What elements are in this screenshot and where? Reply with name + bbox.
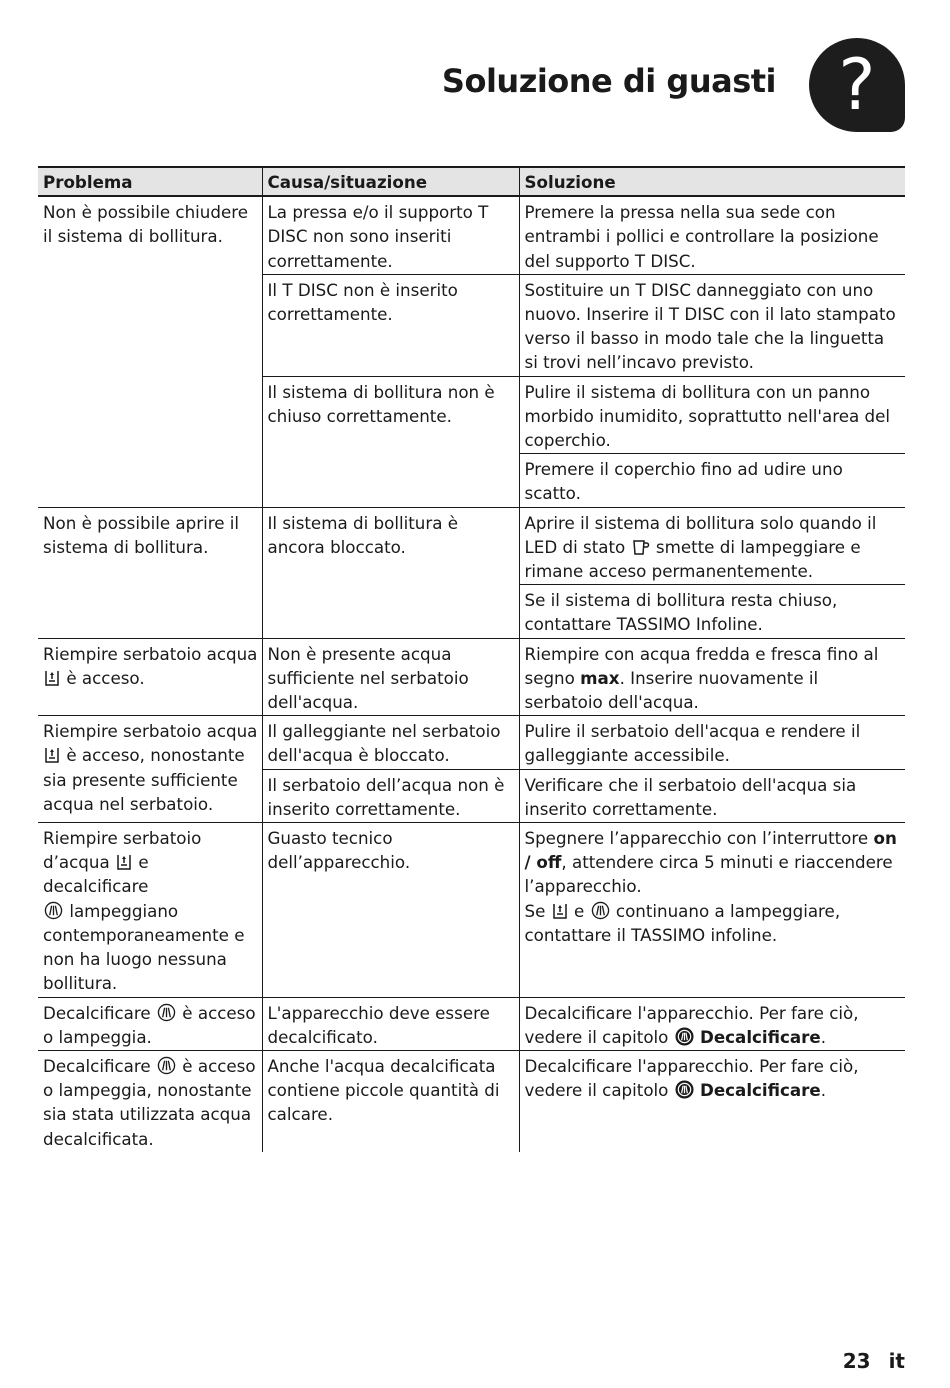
table-row	[38, 1050, 905, 1151]
header-solution: Soluzione	[519, 167, 905, 196]
cause-cell: La pressa e/o il supporto T DISC non sono inseriti correttamente.	[262, 196, 519, 274]
descale-chapter-icon	[675, 1027, 694, 1046]
problem-cell: Non è possibile aprire il sistema di bollitura.	[38, 507, 262, 638]
descale-icon	[44, 901, 63, 920]
cause-cell: L'apparecchio deve essere decalcificato.	[262, 997, 519, 1050]
problem-cell: Decalcificare è acceso o lampeggia, nonostante sia stata utilizzata acqua decalcificata.	[38, 1050, 262, 1151]
question-mark-icon: ?	[809, 38, 905, 132]
cup-led-icon	[632, 538, 650, 556]
solution-cell: Premere il coperchio fino ad udire uno scatto.	[519, 454, 905, 507]
header-problem: Problema	[38, 167, 262, 196]
page-number: 23	[842, 1349, 871, 1373]
solution-cell: Decalcificare l'apparecchio. Per fare ciò, vedere il capitolo Decalcificare.	[519, 997, 905, 1050]
page-title: Soluzione di guasti	[441, 62, 776, 100]
language-code: it	[888, 1349, 905, 1373]
water-tank-icon	[116, 853, 132, 871]
problem-cell: Non è possibile chiudere il sistema di bollitura.	[43, 202, 248, 247]
descale-icon	[591, 901, 610, 920]
cause-cell: Anche l'acqua decalcificata contiene piccole quantità di calcare.	[262, 1050, 519, 1151]
cause-cell: Il sistema di bollitura è ancora bloccato.	[262, 507, 519, 638]
descale-icon	[157, 1056, 176, 1075]
problem-cell: Riempire serbatoio acqua è acceso, nonostante sia presente sufficiente acqua nel serbatoio.	[38, 716, 262, 823]
cause-cell: Guasto tecnico dell’apparecchio.	[262, 823, 519, 997]
solution-cell: Pulire il sistema di bollitura con un panno morbido inumidito, soprattutto nell'area del coperchio.	[519, 376, 905, 454]
cause-cell: Non è presente acqua sufficiente nel serbatoio dell'acqua.	[262, 638, 519, 716]
solution-cell: Se il sistema di bollitura resta chiuso, contattare TASSIMO Infoline.	[519, 585, 905, 638]
page-footer	[760, 1349, 905, 1373]
solution-cell: Aprire il sistema di bollitura solo quando il LED di stato smette di lampeggiare e rimane acceso permanentemente.	[519, 507, 905, 585]
troubleshooting-table	[38, 166, 905, 1152]
problem-cell: Riempire serbatoio d’acqua e decalcificare lampeggiano contemporaneamente e non ha luogo nessuna bollitura.	[38, 823, 262, 997]
table-row	[38, 823, 905, 997]
descale-icon	[157, 1003, 176, 1022]
water-tank-icon	[44, 746, 60, 764]
table-row	[38, 638, 905, 716]
table-header-row	[38, 167, 905, 196]
solution-cell: Decalcificare l'apparecchio. Per fare ciò, vedere il capitolo Decalcificare.	[519, 1050, 905, 1151]
solution-cell: Spegnere l’apparecchio con l’interruttore on / off, attendere circa 5 minuti e riaccendere l’apparecchio. Se e continuano a lampeggiare, contattare il TASSIMO infoline.	[519, 823, 905, 997]
solution-cell: Riempire con acqua fredda e fresca fino al segno max. Inserire nuovamente il serbatoio dell'acqua.	[519, 638, 905, 716]
cause-cell: Il T DISC non è inserito correttamente.	[262, 274, 519, 376]
cause-cell: Il sistema di bollitura non è chiuso correttamente.	[262, 376, 519, 507]
solution-cell: Pulire il serbatoio dell'acqua e rendere il galleggiante accessibile.	[519, 716, 905, 769]
solution-cell: Verificare che il serbatoio dell'acqua sia inserito correttamente.	[519, 769, 905, 822]
table-row	[38, 997, 905, 1050]
solution-cell: Sostituire un T DISC danneggiato con uno nuovo. Inserire il T DISC con il lato stampato verso il basso in modo tale che la linguetta si trovi nell’incavo previsto.	[519, 274, 905, 376]
water-tank-icon	[552, 902, 568, 920]
table-row	[38, 716, 905, 769]
descale-chapter-icon	[675, 1080, 694, 1099]
problem-cell: Riempire serbatoio acqua è acceso.	[38, 638, 262, 716]
cause-cell: Il serbatoio dell’acqua non è inserito correttamente.	[262, 769, 519, 822]
problem-cell: Decalcificare è acceso o lampeggia.	[38, 997, 262, 1050]
table-row	[38, 507, 905, 585]
water-tank-icon	[44, 669, 60, 687]
solution-cell: Premere la pressa nella sua sede con entrambi i pollici e controllare la posizione del supporto T DISC.	[519, 196, 905, 274]
cause-cell: Il galleggiante nel serbatoio dell'acqua è bloccato.	[262, 716, 519, 769]
table-row	[38, 196, 905, 274]
header-cause: Causa/situazione	[262, 167, 519, 196]
